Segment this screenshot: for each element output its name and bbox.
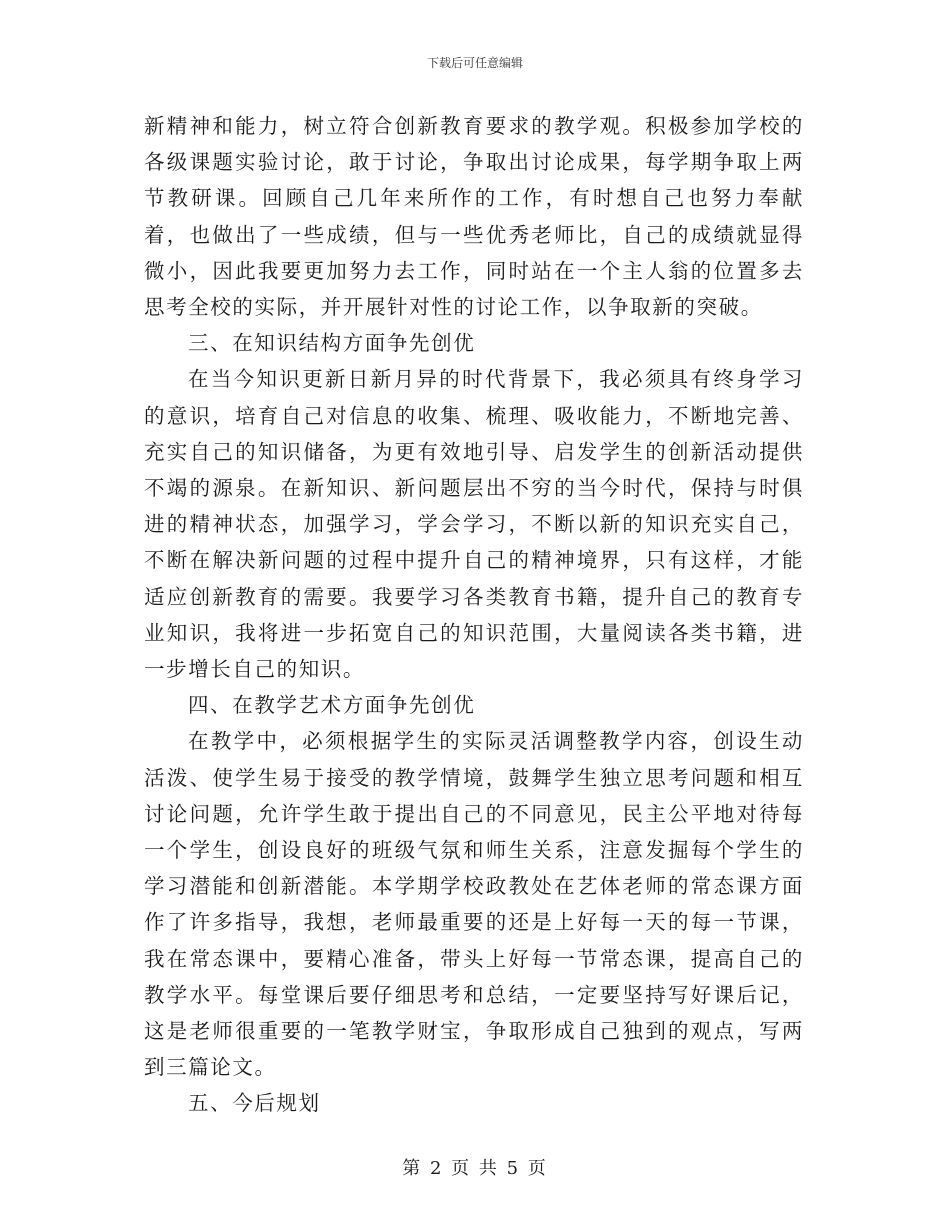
paragraph-continuation: 新精神和能力，树立符合创新教育要求的教学观。积极参加学校的各级课题实验讨论，敢于讨论，争取出讨论成果，每学期争取上两节教研课。回顾自己几年来所作的工作，有时想自己也努力奉献着，也做出了一些成绩，但与一些优秀老师比，自己的成绩就显得微小，因此我要更加努力去工作，同时站在一个主人翁的位置多去思考全校的实际，并开展针对性的讨论工作，以争取新的突破。 xyxy=(144,114,804,320)
paragraph-teaching: 在教学中，必须根据学生的实际灵活调整教学内容，创设生动活泼、使学生易于接受的教学情境，鼓舞学生独立思考问题和相互讨论问题，允许学生敢于提出自己的不同意见，民主公平地对待每一个学生，创设良好的班级气氛和师生关系，注意发掘每个学生的学习潜能和创新潜能。本学期学校政教处在艺体老师的常态课方面作了许多指导，我想，老师最重要的还是上好每一天的每一节课，我在常态课中，要精心准备，带头上好每一节常态课，提高自己的教学水平。每堂课后要仔细思考和总结，一定要坚持写好课后记，这是老师很重要的一笔教学财宝，争取形成自己独到的观点，写两到三篇论文。 xyxy=(144,729,804,1080)
section-heading-4: 四、在教学艺术方面争先创优 xyxy=(188,693,476,718)
page-number: 第 2 页 共 5 页 xyxy=(402,1158,548,1179)
document-body xyxy=(144,108,804,1122)
section-heading-3: 三、在知识结构方面争先创优 xyxy=(188,331,476,356)
section-heading-5: 五、今后规划 xyxy=(188,1091,321,1116)
paragraph-knowledge: 在当今知识更新日新月异的时代背景下，我必须具有终身学习的意识，培育自己对信息的收集、梳理、吸收能力，不断地完善、充实自己的知识储备，为更有效地引导、启发学生的创新活动提供不竭的源泉。在新知识、新问题层出不穷的当今时代，保持与时俱进的精神状态，加强学习，学会学习，不断以新的知识充实自己，不断在解决新问题的过程中提升自己的精神境界，只有这样，才能适应创新教育的需要。我要学习各类教育书籍，提升自己的教育专业知识，我将进一步拓宽自己的知识范围，大量阅读各类书籍，进一步增长自己的知识。 xyxy=(144,367,804,682)
page-header: 下载后可任意编辑 xyxy=(426,56,523,70)
